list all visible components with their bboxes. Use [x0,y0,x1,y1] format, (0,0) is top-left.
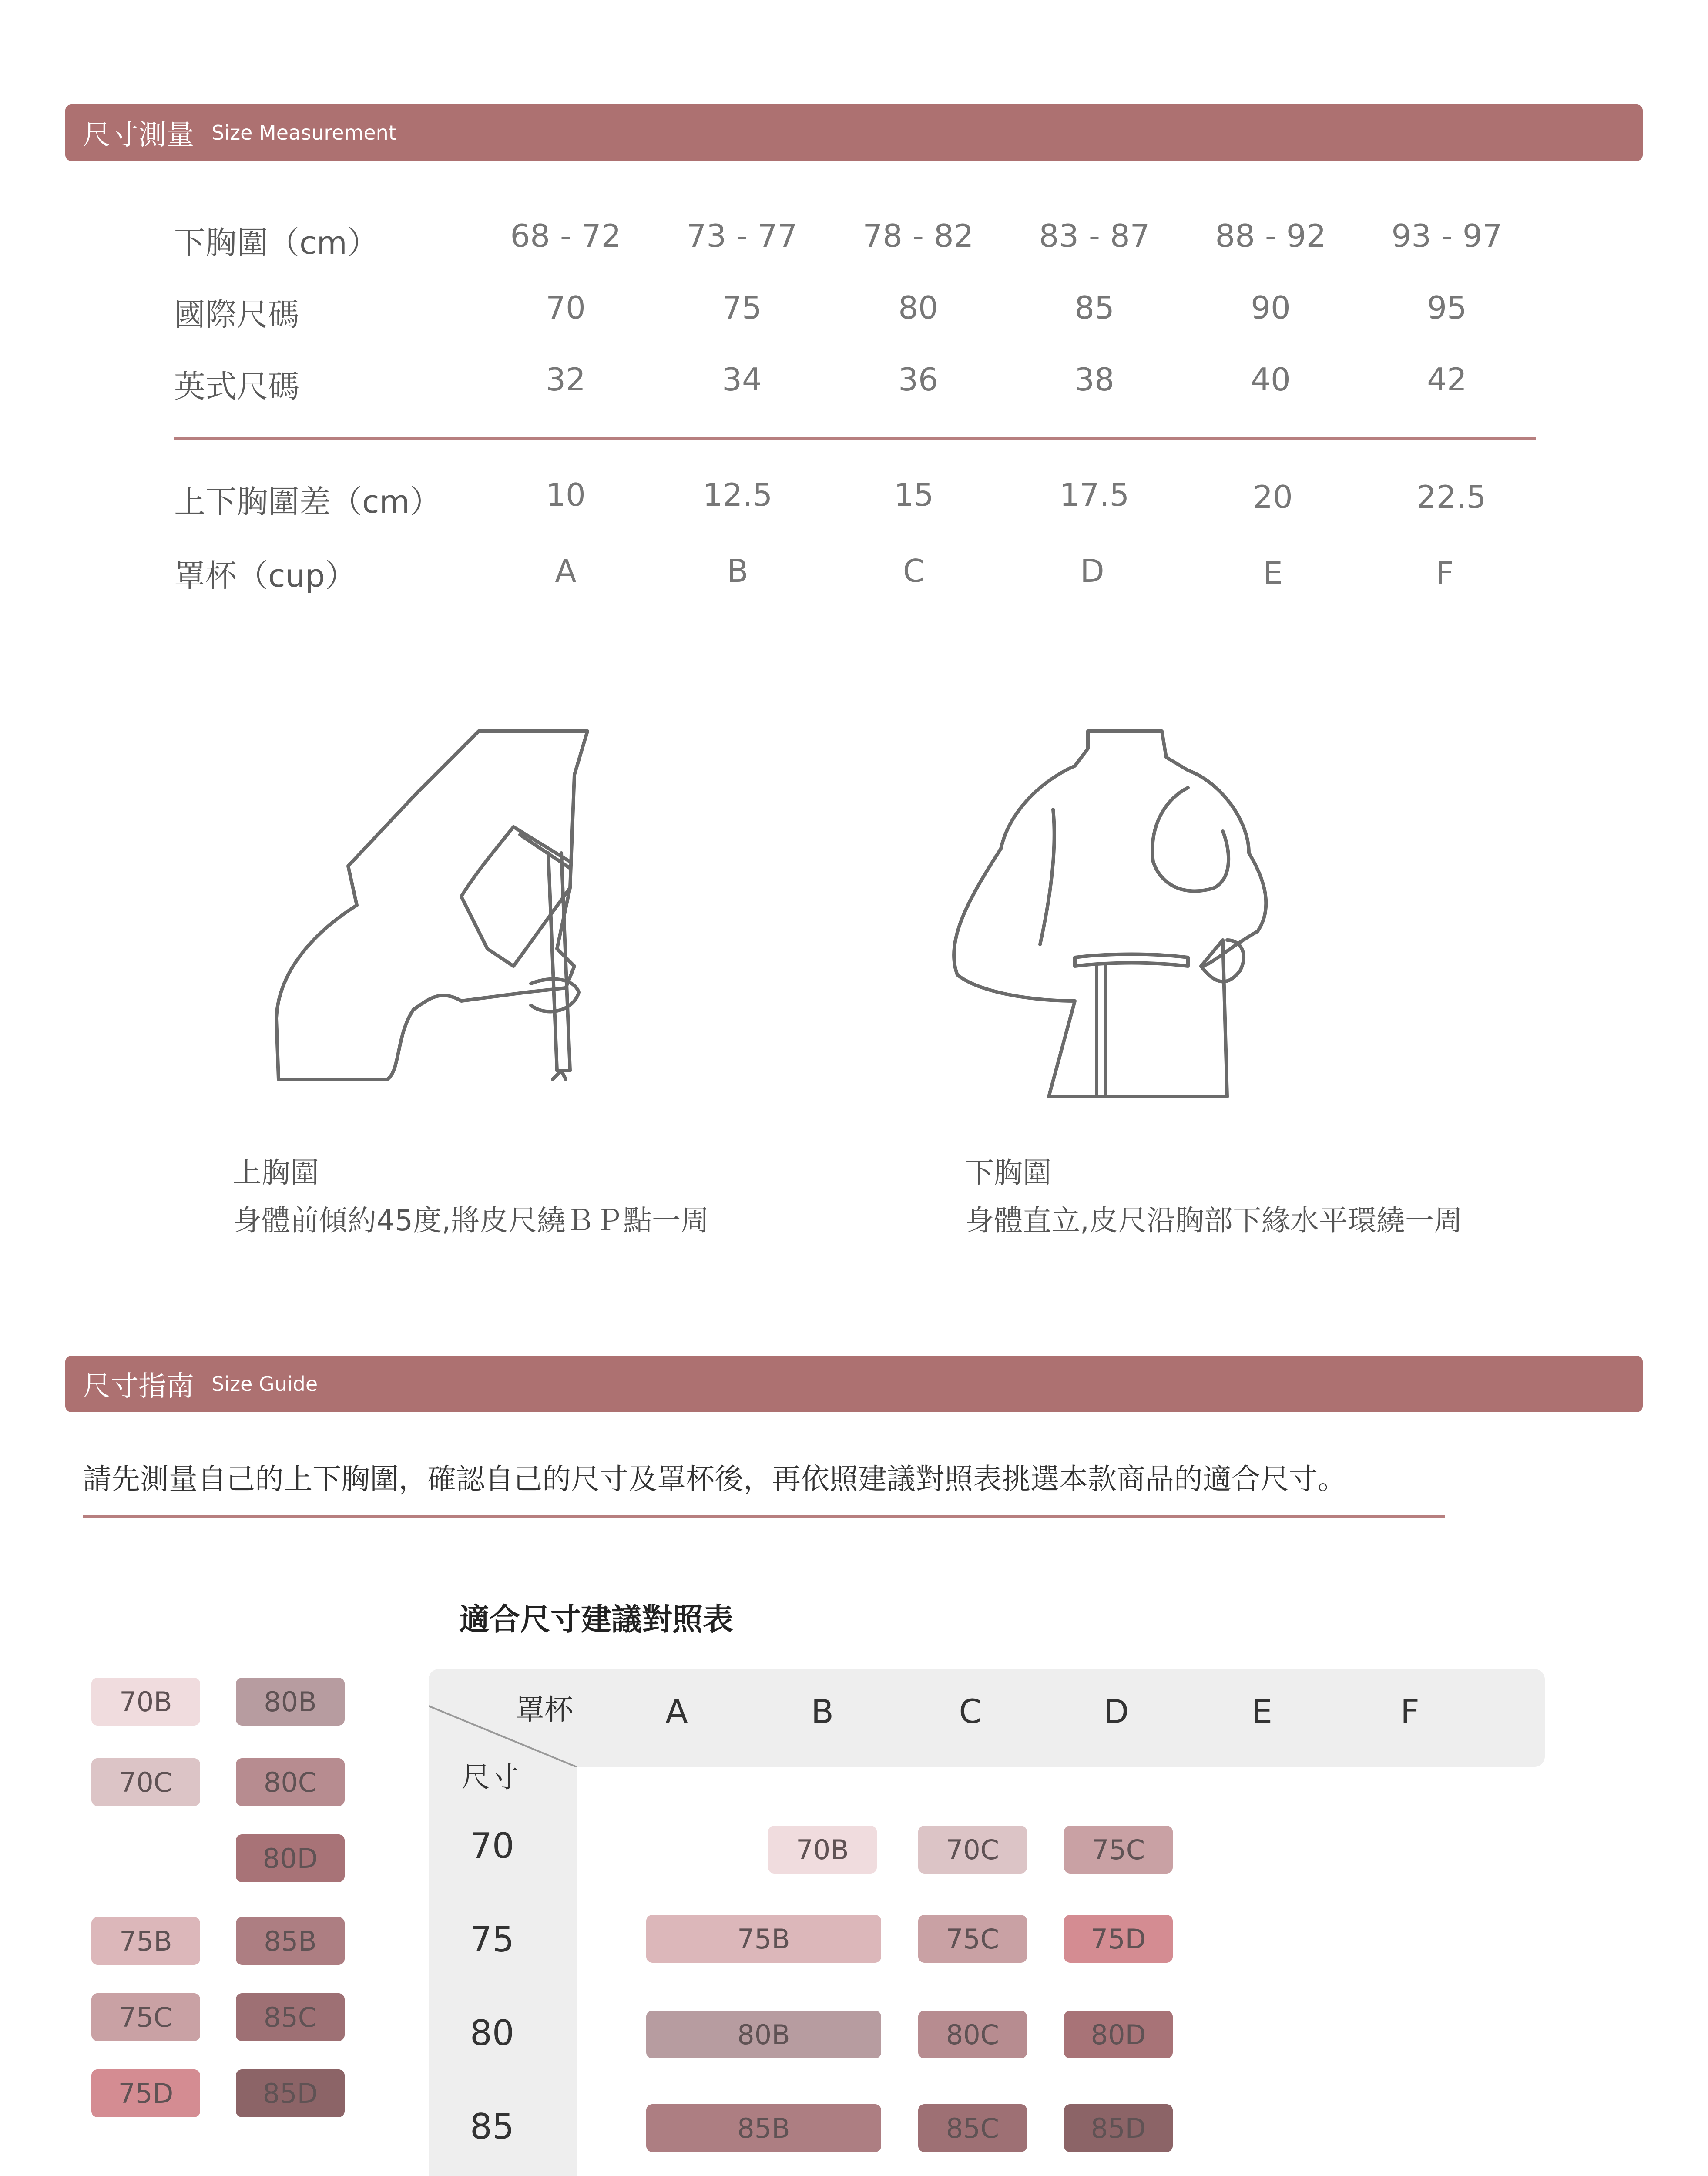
grid-cell-80D: 80D [1064,2011,1173,2058]
cup-cell: E [1263,555,1283,591]
underbust-cell: 93 - 97 [1391,218,1503,254]
row-label-uk: 英式尺碼 [174,368,300,405]
swatch-80B: 80B [236,1678,345,1726]
section-header-measurement [65,104,1643,161]
uk-size-cell: 38 [1074,361,1114,398]
intl-size-cell: 70 [546,289,586,326]
grid-cell-85D: 85D [1064,2104,1173,2152]
diff-cell: 10 [546,477,586,513]
swatch-80C: 80C [236,1758,345,1806]
grid-cell-70B: 70B [768,1826,877,1874]
uk-size-cell: 36 [898,361,938,398]
under-bust-title: 下胸圍 [965,1156,1051,1189]
under-bust-illustration [944,722,1284,1105]
diff-cell: 15 [894,477,934,513]
table-divider [174,437,1536,440]
grid-cell-85B: 85B [646,2104,881,2152]
underbust-cell: 88 - 92 [1215,218,1326,254]
upper-bust-title: 上胸圍 [233,1156,319,1189]
uk-size-cell: 40 [1251,361,1291,398]
section-title-zh: 尺寸測量 [83,119,194,151]
uk-size-cell: 34 [722,361,762,398]
upper-bust-illustration [270,722,601,1097]
swatch-70C: 70C [91,1758,200,1806]
under-bust-description: 身體直立,皮尺沿胸部下緣水平環繞一周 [965,1204,1463,1237]
grid-cup-B: B [811,1692,834,1731]
diff-cell: 12.5 [702,477,773,513]
swatch-85D: 85D [236,2069,345,2117]
corner-size-label: 尺寸 [461,1760,519,1794]
grid-cell-75B: 75B [646,1915,881,1963]
grid-cup-A: A [665,1692,688,1731]
uk-size-cell: 32 [546,361,586,398]
diff-cell: 22.5 [1416,479,1487,515]
guide-intro: 請先測量自己的上下胸圍，確認自己的尺寸及罩杯後，再依照建議對照表挑選本款商品的適合尺寸。 [83,1462,1346,1496]
row-label-diff: 上下胸圍差（cm） [174,484,441,520]
swatch-75B: 75B [91,1917,200,1965]
grid-cell-80C: 80C [918,2011,1027,2058]
swatch-75D: 75D [91,2069,200,2117]
underbust-cell: 78 - 82 [862,218,974,254]
intl-size-cell: 75 [722,289,762,326]
underbust-cell: 83 - 87 [1039,218,1150,254]
swatch-85B: 85B [236,1917,345,1965]
grid-cell-75C: 75C [918,1915,1027,1963]
section-title-en: Size Measurement [211,121,396,144]
intl-size-cell: 80 [898,289,938,326]
intl-size-cell: 90 [1251,289,1291,326]
grid-cup-C: C [959,1692,982,1731]
diff-cell: 20 [1253,479,1293,515]
uk-size-cell: 42 [1427,361,1467,398]
row-label-underbust: 下胸圍（cm） [174,225,379,261]
underbust-cell: 68 - 72 [510,218,621,254]
row-label-intl: 國際尺碼 [174,296,300,333]
grid-cell-85C: 85C [918,2104,1027,2152]
grid-cup-D: D [1103,1692,1129,1731]
swatch-80D: 80D [236,1834,345,1882]
swatch-70B: 70B [91,1678,200,1726]
grid-cup-E: E [1251,1692,1273,1731]
cup-cell: B [727,553,748,589]
grid-size-85: 85 [470,2106,514,2147]
row-label-cup: 罩杯（cup） [174,557,356,594]
underbust-cell: 73 - 77 [686,218,798,254]
intro-underline [83,1515,1445,1518]
section-title-en: Size Guide [211,1372,318,1396]
upper-bust-description: 身體前傾約45度,將皮尺繞ＢＰ點一周 [233,1204,709,1237]
corner-cup-label: 罩杯 [516,1693,573,1726]
section-header-guide [65,1356,1643,1412]
grid-cell-75D: 75D [1064,1915,1173,1963]
cup-cell: C [903,553,925,589]
cup-cell: F [1436,555,1454,591]
grid-size-70: 70 [470,1826,514,1866]
grid-size-80: 80 [470,2013,514,2053]
cup-cell: D [1080,553,1104,589]
grid-cup-F: F [1400,1692,1419,1731]
swatch-85C: 85C [236,1993,345,2041]
diff-cell: 17.5 [1059,477,1130,513]
grid-cell-75C: 75C [1064,1826,1173,1874]
intl-size-cell: 85 [1074,289,1114,326]
grid-cell-80B: 80B [646,2011,881,2058]
section-title-zh: 尺寸指南 [83,1370,194,1403]
chart-title: 適合尺寸建議對照表 [459,1602,733,1637]
intl-size-cell: 95 [1427,289,1467,326]
cup-cell: A [555,553,577,589]
grid-cell-70C: 70C [918,1826,1027,1874]
grid-size-75: 75 [470,1919,514,1960]
swatch-75C: 75C [91,1993,200,2041]
